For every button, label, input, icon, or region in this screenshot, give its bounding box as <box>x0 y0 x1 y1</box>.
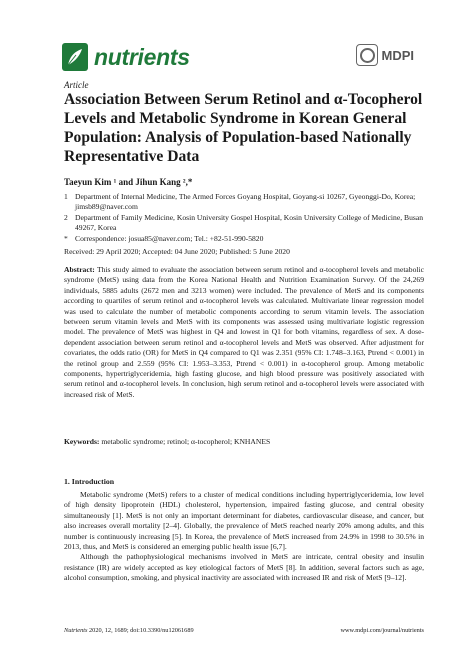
journal-logo <box>62 40 302 74</box>
affiliation-item <box>64 213 424 233</box>
footer-citation <box>64 627 194 634</box>
affiliation-number: 1 <box>64 192 68 201</box>
page-footer <box>64 627 424 634</box>
affiliation-text: Correspondence: josua85@naver.com; Tel.: +82-51-990-5820 <box>75 234 264 243</box>
paragraph: Metabolic syndrome (MetS) refers to a cluster of medical conditions including hypertriglyceridemia, low level of high density lipoprotein (HDL) cholesterol, hypertension, impaired fasting glucose, and central obesity simultaneously [1]. MetS is not only an important determinant for diabetes, cardiovascular disease, and cancer, but also increases overall mortality [2–4]. Globally, the prevalence of MetS reached nearly 20% among adults, and this number is continuously increasing [5]. In Korea, the prevalence of MetS increased from 24.9% in 1998 to 30.5% in 2013, thus, and MetS is considered an emerging public health issue [6,7]. <box>64 490 424 552</box>
footer-journal: Nutrients <box>64 627 88 634</box>
affiliation-text: Department of Internal Medicine, The Armed Forces Goyang Hospital, Goyang-si 10267, Gyeonggi-Do, Korea; jimsb89@naver.com <box>75 192 416 211</box>
author-list: Taeyun Kim ¹ and Jihun Kang ²,* <box>64 177 193 187</box>
abstract-text: This study aimed to evaluate the association between serum retinol and α-tocopherol levels and metabolic syndrome (MetS) using data from the Korea National Health and Nutrition Examination Survey. Of the 24,269 individuals, 5885 adults (2672 men and 3213 women) were included. The prevalence of MetS and its components according to quartiles of serum retinol and α-tocopherol levels was calculated. Multivariate linear regression model was used to calculate the number of metabolic components according to serum vitamin levels. The association between serum vitamin levels and MetS with its components was assessed using multivariate logistic regression model. The prevalence of MetS was highest in Q4 and lowest in Q1 for both vitamins, regardless of sex. A dose-dependent association between serum retinol and α-tocopherol levels and MetS was observed. After adjustment for covariates, the odds ratio (OR) for MetS in Q4 compared to Q1 was 2.351 (95% CI: 1.748–3.163, Ptrend < 0.001) in the retinol group and 2.559 (95% CI: 1.953–3.353, Ptrend < 0.001) in α-tocopherol group. Among metabolic components, hypertriglyceridemia, high fasting glucose, and high blood pressure was positively associated with serum retinol and α-tocopherol levels. In conclusion, high serum retinol and α-tocopherol levels were associated with increased risk of MetS. <box>64 265 424 399</box>
nutrients-logo-icon <box>62 43 88 71</box>
keywords-text: metabolic syndrome; retinol; α-tocopherol; KNHANES <box>101 437 271 446</box>
affiliation-item <box>64 192 424 212</box>
article-title: Association Between Serum Retinol and α-Tocopherol Levels and Metabolic Syndrome in Korean General Population: Analysis of Population-based Nationally Representative Data <box>64 91 423 165</box>
journal-name: nutrients <box>94 43 190 70</box>
footer-citation-details: 2020, 12, 1689; doi:10.3390/nu12061689 <box>89 627 194 634</box>
section-heading: 1. Introduction <box>64 477 115 486</box>
affiliation-number: * <box>64 234 68 243</box>
affiliations <box>64 192 424 245</box>
introduction-body <box>64 490 424 584</box>
paragraph: Although the pathophysiological mechanisms involved in MetS are intricate, central obesity and insulin resistance (IR) are widely accepted as key etiological factors of MetS [8]. In addition, several factors such as age, alcohol consumption, smoking, and physical inactivity are associated with increased IR and risk of MetS [9–12]. <box>64 552 424 583</box>
received-dates: Received: 29 April 2020; Accepted: 04 June 2020; Published: 5 June 2020 <box>64 247 290 256</box>
affiliation-text: Department of Family Medicine, Kosin University Gospel Hospital, Kosin University College of Medicine, Busan 49267, Korea <box>75 213 423 232</box>
article-type: Article <box>64 80 89 90</box>
abstract <box>64 265 424 400</box>
abstract-label: Abstract: <box>64 265 95 274</box>
correspondence <box>64 234 424 244</box>
keywords <box>64 437 424 446</box>
publisher-logo <box>356 44 415 66</box>
publisher-name: MDPI <box>381 47 414 63</box>
footer-url[interactable]: www.mdpi.com/journal/nutrients <box>340 627 424 634</box>
mdpi-logo-icon <box>356 44 378 66</box>
affiliation-number: 2 <box>64 213 68 222</box>
keywords-label: Keywords: <box>64 437 100 446</box>
